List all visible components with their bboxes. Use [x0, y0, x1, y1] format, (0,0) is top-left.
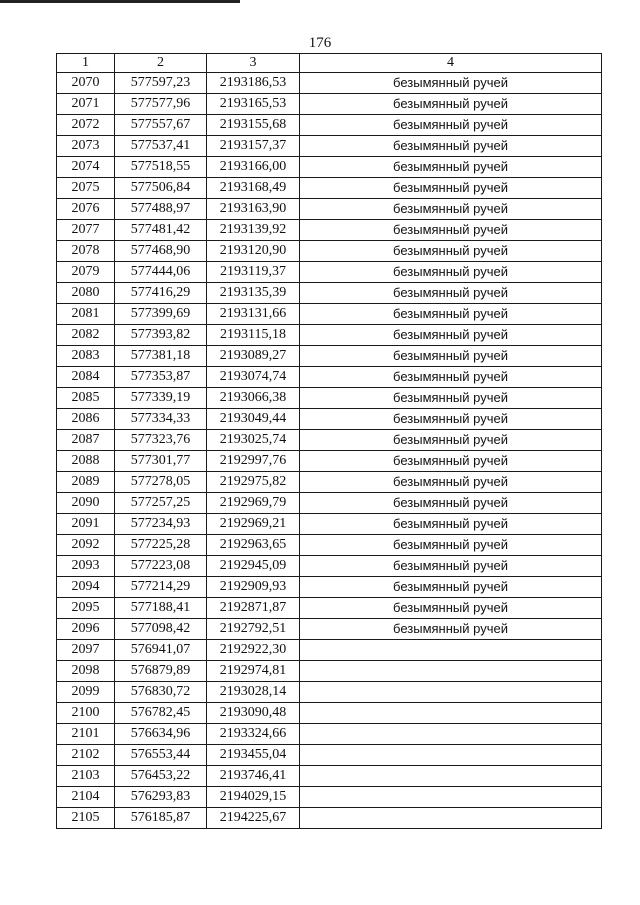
table-row: [57, 745, 602, 766]
cell-y-coordinate: 2193166,00: [207, 157, 300, 178]
table-row: [57, 556, 602, 577]
cell-point-number: 2105: [57, 808, 115, 829]
table-row: [57, 178, 602, 199]
cell-x-coordinate: 576453,22: [115, 766, 207, 787]
cell-point-number: 2096: [57, 619, 115, 640]
table-row: [57, 682, 602, 703]
cell-description: безымянный ручей: [300, 388, 602, 409]
cell-x-coordinate: 576879,89: [115, 661, 207, 682]
cell-y-coordinate: 2193139,92: [207, 220, 300, 241]
cell-y-coordinate: 2192997,76: [207, 451, 300, 472]
cell-description: безымянный ручей: [300, 262, 602, 283]
cell-point-number: 2086: [57, 409, 115, 430]
cell-x-coordinate: 577393,82: [115, 325, 207, 346]
table-row: [57, 73, 602, 94]
cell-description: [300, 640, 602, 661]
cell-y-coordinate: 2193746,41: [207, 766, 300, 787]
table-row: [57, 136, 602, 157]
cell-x-coordinate: 577278,05: [115, 472, 207, 493]
coordinates-table: [56, 53, 602, 829]
cell-x-coordinate: 577353,87: [115, 367, 207, 388]
cell-y-coordinate: 2192975,82: [207, 472, 300, 493]
cell-description: безымянный ручей: [300, 556, 602, 577]
cell-description: безымянный ручей: [300, 346, 602, 367]
cell-x-coordinate: 577339,19: [115, 388, 207, 409]
cell-x-coordinate: 576941,07: [115, 640, 207, 661]
cell-point-number: 2099: [57, 682, 115, 703]
table-row: [57, 367, 602, 388]
cell-y-coordinate: 2193135,39: [207, 283, 300, 304]
cell-description: безымянный ручей: [300, 577, 602, 598]
cell-y-coordinate: 2193115,18: [207, 325, 300, 346]
cell-point-number: 2097: [57, 640, 115, 661]
table-row: [57, 220, 602, 241]
cell-x-coordinate: 577468,90: [115, 241, 207, 262]
table-row: [57, 325, 602, 346]
cell-x-coordinate: 577257,25: [115, 493, 207, 514]
cell-y-coordinate: 2194225,67: [207, 808, 300, 829]
table-row: [57, 262, 602, 283]
cell-point-number: 2075: [57, 178, 115, 199]
cell-x-coordinate: 577506,84: [115, 178, 207, 199]
cell-point-number: 2093: [57, 556, 115, 577]
cell-point-number: 2085: [57, 388, 115, 409]
cell-y-coordinate: 2192909,93: [207, 577, 300, 598]
cell-description: [300, 787, 602, 808]
table-row: [57, 808, 602, 829]
table-row: [57, 724, 602, 745]
cell-description: безымянный ручей: [300, 136, 602, 157]
cell-y-coordinate: 2193028,14: [207, 682, 300, 703]
cell-point-number: 2072: [57, 115, 115, 136]
cell-point-number: 2082: [57, 325, 115, 346]
cell-description: безымянный ручей: [300, 514, 602, 535]
cell-y-coordinate: 2192963,65: [207, 535, 300, 556]
table-row: [57, 787, 602, 808]
table-row: [57, 703, 602, 724]
cell-y-coordinate: 2193163,90: [207, 199, 300, 220]
table-row: [57, 241, 602, 262]
cell-x-coordinate: 576553,44: [115, 745, 207, 766]
cell-y-coordinate: 2193049,44: [207, 409, 300, 430]
cell-x-coordinate: 576185,87: [115, 808, 207, 829]
cell-x-coordinate: 576830,72: [115, 682, 207, 703]
cell-description: [300, 745, 602, 766]
cell-x-coordinate: 576782,45: [115, 703, 207, 724]
cell-y-coordinate: 2193155,68: [207, 115, 300, 136]
table-row: [57, 388, 602, 409]
page-number: 176: [308, 35, 332, 51]
cell-point-number: 2074: [57, 157, 115, 178]
cell-description: безымянный ручей: [300, 598, 602, 619]
cell-description: безымянный ручей: [300, 409, 602, 430]
cell-description: безымянный ручей: [300, 493, 602, 514]
column-header-description: 4: [300, 54, 602, 73]
cell-y-coordinate: 2193089,27: [207, 346, 300, 367]
table-row: [57, 430, 602, 451]
cell-y-coordinate: 2193186,53: [207, 73, 300, 94]
cell-x-coordinate: 577481,42: [115, 220, 207, 241]
cell-description: безымянный ручей: [300, 367, 602, 388]
cell-point-number: 2071: [57, 94, 115, 115]
table-body: [57, 73, 602, 829]
table-row: [57, 472, 602, 493]
cell-x-coordinate: 577301,77: [115, 451, 207, 472]
cell-description: безымянный ручей: [300, 304, 602, 325]
cell-point-number: 2095: [57, 598, 115, 619]
table-row: [57, 409, 602, 430]
cell-x-coordinate: 577323,76: [115, 430, 207, 451]
cell-description: безымянный ручей: [300, 220, 602, 241]
cell-description: безымянный ручей: [300, 325, 602, 346]
cell-point-number: 2094: [57, 577, 115, 598]
cell-point-number: 2101: [57, 724, 115, 745]
table-row: [57, 346, 602, 367]
cell-description: [300, 661, 602, 682]
cell-description: безымянный ручей: [300, 178, 602, 199]
cell-description: безымянный ручей: [300, 451, 602, 472]
cell-point-number: 2073: [57, 136, 115, 157]
table-row: [57, 661, 602, 682]
cell-point-number: 2080: [57, 283, 115, 304]
cell-description: [300, 682, 602, 703]
top-rule: [0, 0, 240, 3]
cell-description: безымянный ручей: [300, 241, 602, 262]
cell-x-coordinate: 577488,97: [115, 199, 207, 220]
cell-description: безымянный ручей: [300, 73, 602, 94]
cell-point-number: 2077: [57, 220, 115, 241]
cell-x-coordinate: 577223,08: [115, 556, 207, 577]
cell-x-coordinate: 577557,67: [115, 115, 207, 136]
cell-y-coordinate: 2193074,74: [207, 367, 300, 388]
cell-point-number: 2087: [57, 430, 115, 451]
cell-y-coordinate: 2193025,74: [207, 430, 300, 451]
cell-description: безымянный ручей: [300, 199, 602, 220]
cell-point-number: 2081: [57, 304, 115, 325]
cell-point-number: 2103: [57, 766, 115, 787]
cell-x-coordinate: 577597,23: [115, 73, 207, 94]
cell-y-coordinate: 2193119,37: [207, 262, 300, 283]
cell-x-coordinate: 577537,41: [115, 136, 207, 157]
cell-description: безымянный ручей: [300, 619, 602, 640]
table-row: [57, 493, 602, 514]
cell-point-number: 2083: [57, 346, 115, 367]
cell-x-coordinate: 577234,93: [115, 514, 207, 535]
table-row: [57, 283, 602, 304]
cell-x-coordinate: 577334,33: [115, 409, 207, 430]
cell-y-coordinate: 2192922,30: [207, 640, 300, 661]
cell-x-coordinate: 577225,28: [115, 535, 207, 556]
table-row: [57, 115, 602, 136]
cell-y-coordinate: 2193168,49: [207, 178, 300, 199]
cell-point-number: 2091: [57, 514, 115, 535]
cell-point-number: 2084: [57, 367, 115, 388]
table-row: [57, 619, 602, 640]
cell-y-coordinate: 2192969,21: [207, 514, 300, 535]
cell-x-coordinate: 577444,06: [115, 262, 207, 283]
cell-point-number: 2078: [57, 241, 115, 262]
cell-y-coordinate: 2192974,81: [207, 661, 300, 682]
cell-y-coordinate: 2193131,66: [207, 304, 300, 325]
cell-x-coordinate: 577518,55: [115, 157, 207, 178]
cell-point-number: 2076: [57, 199, 115, 220]
cell-y-coordinate: 2192969,79: [207, 493, 300, 514]
cell-point-number: 2088: [57, 451, 115, 472]
cell-point-number: 2089: [57, 472, 115, 493]
cell-y-coordinate: 2192792,51: [207, 619, 300, 640]
cell-x-coordinate: 577098,42: [115, 619, 207, 640]
cell-description: [300, 703, 602, 724]
table-row: [57, 535, 602, 556]
cell-point-number: 2090: [57, 493, 115, 514]
cell-description: безымянный ручей: [300, 94, 602, 115]
cell-description: безымянный ручей: [300, 472, 602, 493]
table-row: [57, 640, 602, 661]
cell-x-coordinate: 576634,96: [115, 724, 207, 745]
cell-y-coordinate: 2193090,48: [207, 703, 300, 724]
cell-description: [300, 724, 602, 745]
cell-y-coordinate: 2193157,37: [207, 136, 300, 157]
cell-description: безымянный ручей: [300, 535, 602, 556]
cell-point-number: 2100: [57, 703, 115, 724]
cell-y-coordinate: 2192871,87: [207, 598, 300, 619]
cell-point-number: 2092: [57, 535, 115, 556]
cell-y-coordinate: 2193324,66: [207, 724, 300, 745]
cell-description: безымянный ручей: [300, 283, 602, 304]
cell-y-coordinate: 2193165,53: [207, 94, 300, 115]
table-row: [57, 304, 602, 325]
cell-description: безымянный ручей: [300, 430, 602, 451]
column-header-x: 2: [115, 54, 207, 73]
cell-x-coordinate: 576293,83: [115, 787, 207, 808]
cell-description: безымянный ручей: [300, 115, 602, 136]
table-row: [57, 766, 602, 787]
table-row: [57, 94, 602, 115]
table-row: [57, 199, 602, 220]
cell-point-number: 2098: [57, 661, 115, 682]
cell-x-coordinate: 577577,96: [115, 94, 207, 115]
table-row: [57, 598, 602, 619]
table-row: [57, 451, 602, 472]
cell-x-coordinate: 577381,18: [115, 346, 207, 367]
cell-description: [300, 766, 602, 787]
column-header-number: 1: [57, 54, 115, 73]
cell-x-coordinate: 577416,29: [115, 283, 207, 304]
cell-y-coordinate: 2193066,38: [207, 388, 300, 409]
column-header-y: 3: [207, 54, 300, 73]
cell-description: [300, 808, 602, 829]
table-row: [57, 514, 602, 535]
cell-point-number: 2070: [57, 73, 115, 94]
cell-point-number: 2102: [57, 745, 115, 766]
cell-x-coordinate: 577188,41: [115, 598, 207, 619]
table-row: [57, 577, 602, 598]
cell-point-number: 2079: [57, 262, 115, 283]
cell-x-coordinate: 577214,29: [115, 577, 207, 598]
cell-x-coordinate: 577399,69: [115, 304, 207, 325]
table-row: [57, 157, 602, 178]
cell-y-coordinate: 2193455,04: [207, 745, 300, 766]
table-header-row: [57, 54, 602, 73]
cell-y-coordinate: 2194029,15: [207, 787, 300, 808]
cell-y-coordinate: 2192945,09: [207, 556, 300, 577]
cell-description: безымянный ручей: [300, 157, 602, 178]
cell-point-number: 2104: [57, 787, 115, 808]
cell-y-coordinate: 2193120,90: [207, 241, 300, 262]
